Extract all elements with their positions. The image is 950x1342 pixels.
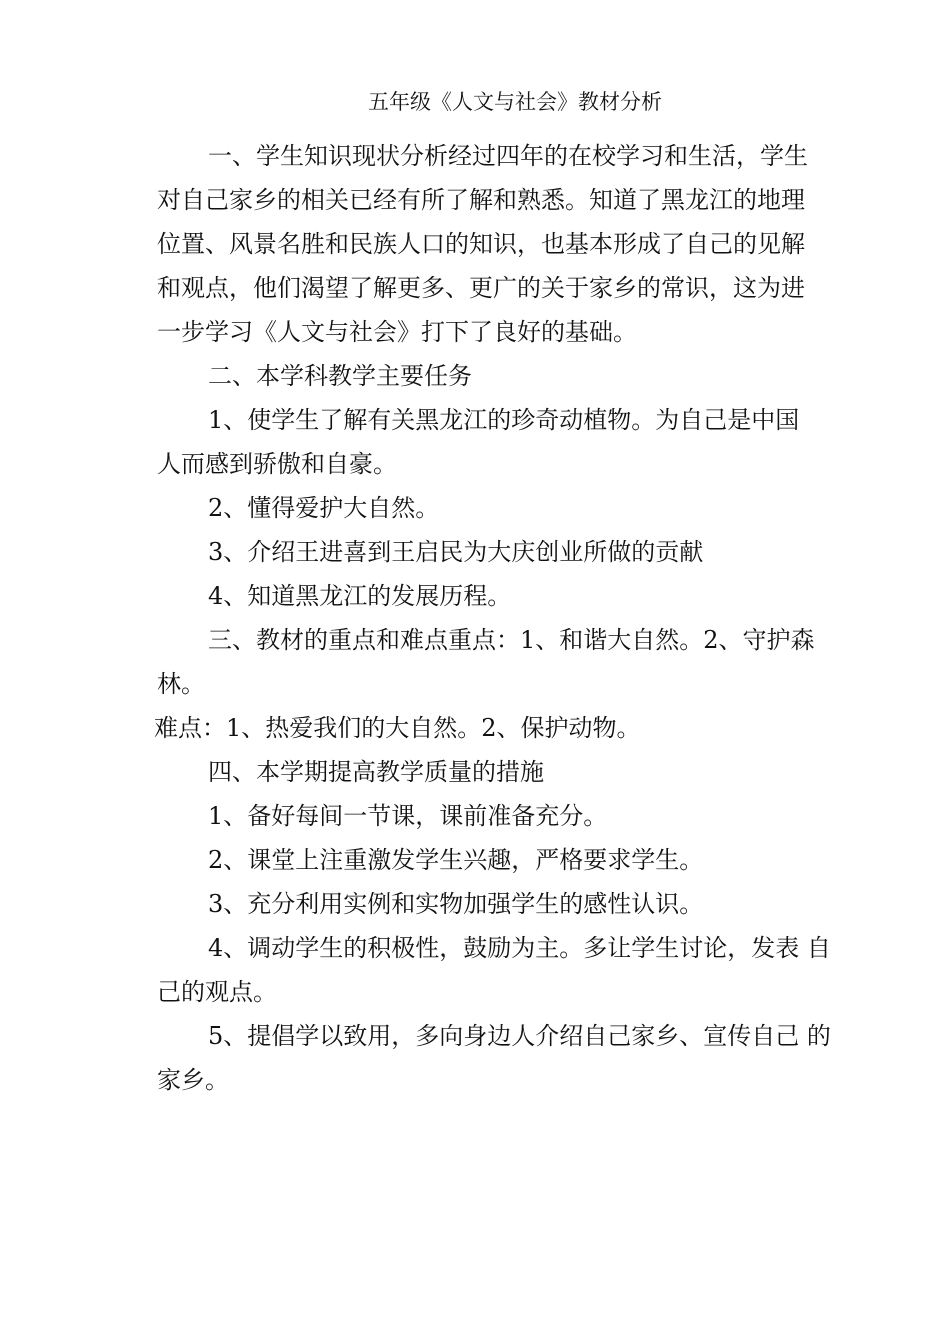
document-body bbox=[154, 134, 857, 1102]
list-item-continuation: 家乡。 bbox=[157, 1066, 229, 1094]
section-heading: 四、本学期提高教学质量的措施 bbox=[208, 758, 544, 786]
list-item: 4、知道黑龙江的发展历程。 bbox=[208, 582, 512, 610]
paragraph-line: 对自己家乡的相关已经有所了解和熟悉。知道了黑龙江的地理 bbox=[157, 186, 805, 214]
list-item: 1、使学生了解有关黑龙江的珍奇动植物。为自己是中国 bbox=[208, 406, 800, 434]
paragraph-line: 一步学习《人文与社会》打下了良好的基础。 bbox=[157, 318, 637, 346]
list-item: 3、充分利用实例和实物加强学生的感性认识。 bbox=[208, 890, 704, 918]
section-heading: 三、教材的重点和难点重点：1、和谐大自然。2、守护森 bbox=[208, 626, 815, 654]
list-item: 5、提倡学以致用，多向身边人介绍自己家乡、宣传自己 的 bbox=[208, 1022, 831, 1050]
list-item: 1、备好每间一节课，课前准备充分。 bbox=[208, 802, 608, 830]
list-item-continuation: 己的观点。 bbox=[157, 978, 277, 1006]
paragraph-line: 和观点，他们渴望了解更多、更广的关于家乡的常识，这为进 bbox=[157, 274, 805, 302]
paragraph-line: 林。 bbox=[157, 670, 205, 698]
paragraph-line: 位置、风景名胜和民族人口的知识，也基本形成了自己的见解 bbox=[157, 230, 805, 258]
list-item: 4、调动学生的积极性，鼓励为主。多让学生讨论，发表 自 bbox=[208, 934, 831, 962]
paragraph-line: 一、学生知识现状分析经过四年的在校学习和生活，学生 bbox=[208, 142, 808, 170]
list-item: 2、懂得爱护大自然。 bbox=[208, 494, 440, 522]
paragraph-line: 难点：1、热爱我们的大自然。2、保护动物。 bbox=[154, 714, 641, 742]
document-title: 五年级《人文与社会》教材分析 bbox=[368, 90, 662, 114]
list-item: 2、课堂上注重激发学生兴趣，严格要求学生。 bbox=[208, 846, 704, 874]
list-item: 3、介绍王进喜到王启民为大庆创业所做的贡献 bbox=[208, 538, 704, 566]
section-heading: 二、本学科教学主要任务 bbox=[208, 362, 472, 390]
list-item-continuation: 人而感到骄傲和自豪。 bbox=[157, 450, 397, 478]
